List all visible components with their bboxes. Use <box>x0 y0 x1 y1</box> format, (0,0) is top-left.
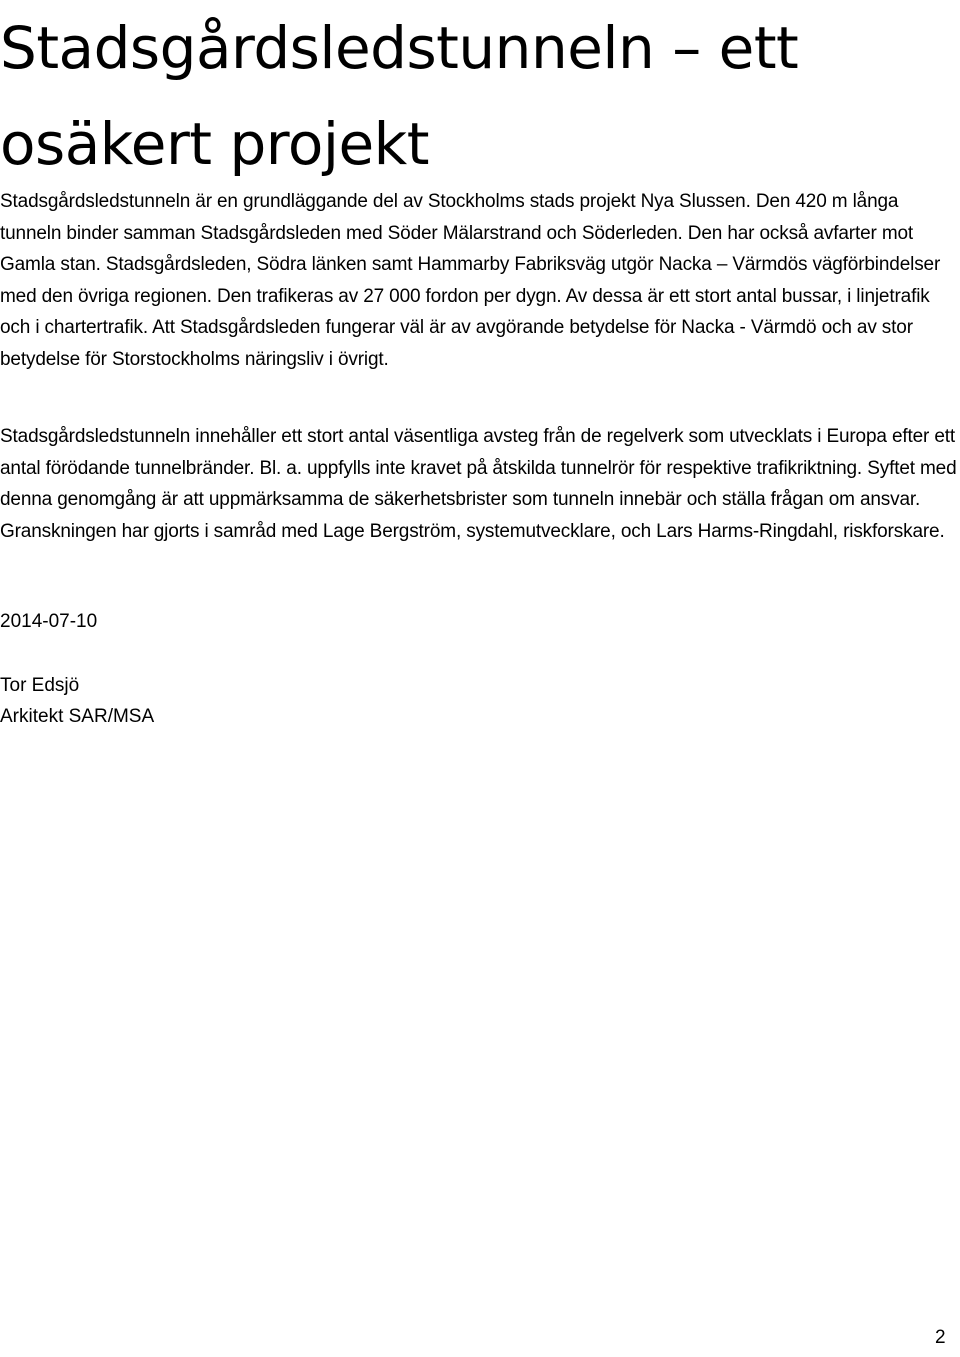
document-title: Stadsgårdsledstunneln – ett osäkert projekt <box>0 14 799 178</box>
intro-paragraph: Stadsgårdsledstunneln är en grundläggande del av Stockholms stads projekt Nya Slussen. Den 420 m långa tunneln binder samman Stadsgårdsleden med Söder Mälarstrand och Söderleden. Den har också avfarter mot Gamla stan. Stadsgårdsleden, Södra länken samt Hammarby Fabriksväg utgör Nacka – Värmdös vägförbindelser med den övriga regionen. Den trafikeras av 27 000 fordon per dygn. Av dessa är ett stort antal bussar, i linjetrafik och i chartertrafik. Att Stadsgårdsleden fungerar väl är av avgörande betydelse för Nacka - Värmdö och av stor betydelse för Storstockholms näringsliv i övrigt. <box>0 191 941 370</box>
purpose-paragraph: Stadsgårdsledstunneln innehåller ett stort antal väsentliga avsteg från de regelverk som utvecklats i Europa efter ett antal förödande tunnelbränder. Bl. a. uppfylls inte kravet på åtskilda tunnelrör för respektive trafikriktning. Syftet med denna genomgång är att uppmärksamma de säkerhetsbrister som tunneln innebär och ställa frågan om ansvar. Granskningen har gjorts i samråd med Lage Bergström, systemutvecklare, och Lars Harms-Ringdahl, riskforskare. <box>0 426 957 542</box>
page-number: 2 <box>935 1327 946 1348</box>
document-date: 2014-07-10 <box>0 611 98 632</box>
author-title: Arkitekt SAR/MSA <box>0 706 155 727</box>
author-name: Tor Edsjö <box>0 675 80 696</box>
